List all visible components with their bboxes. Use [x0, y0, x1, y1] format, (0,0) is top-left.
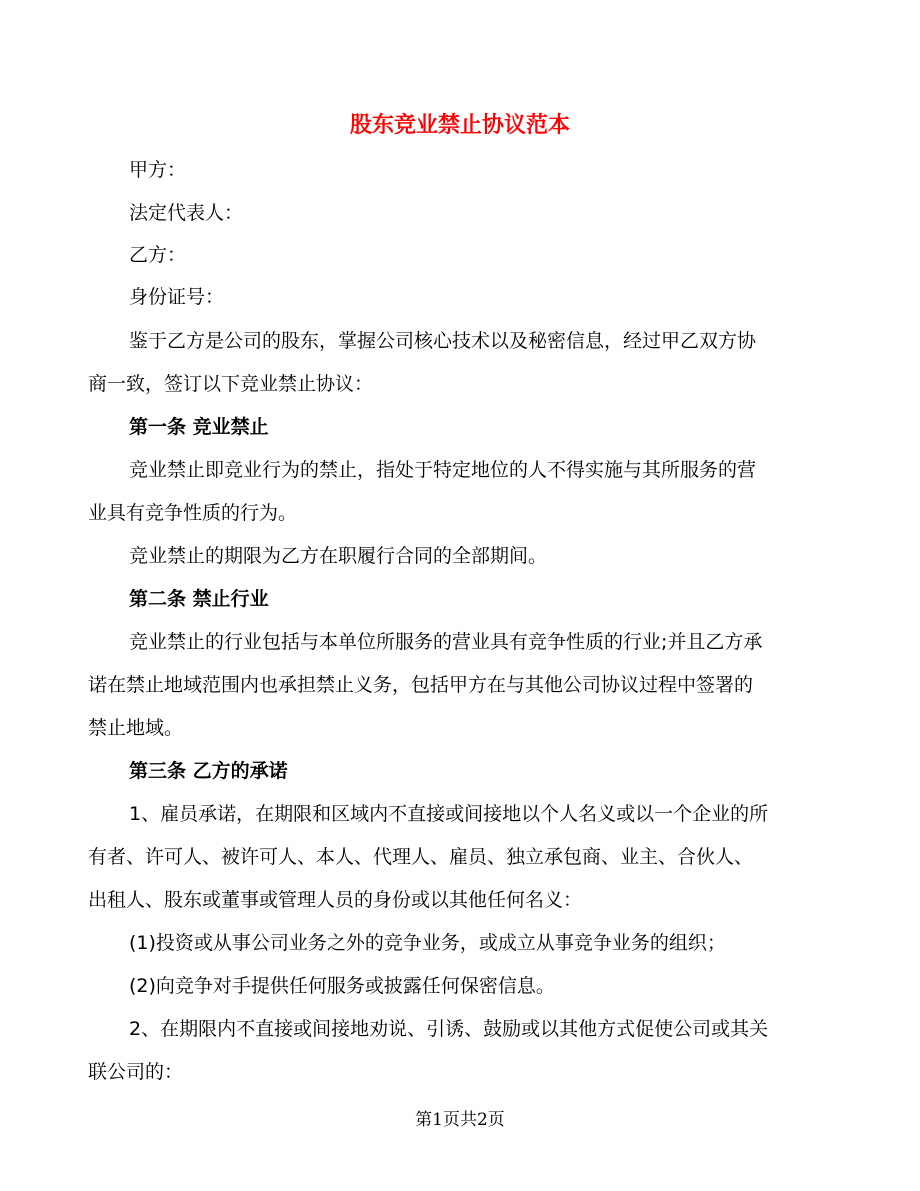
party-b-label: 乙方： — [129, 244, 187, 266]
article-3-item-2-line-2: 联公司的： — [88, 1061, 184, 1083]
article-1-para-1-line-1: 竞业禁止即竞业行为的禁止，指处于特定地位的人不得实施与其所服务的营 — [129, 459, 757, 481]
article-2-heading: 第二条 禁止行业 — [129, 588, 269, 610]
article-1-para-2: 竞业禁止的期限为乙方在职履行合同的全部期间。 — [129, 545, 548, 567]
party-a-label: 甲方： — [129, 159, 187, 181]
preamble-line-2: 商一致，签订以下竞业禁止协议： — [88, 373, 374, 395]
article-2-para-line-2: 诺在禁止地域范围内也承担禁止义务，包括甲方在与其他公司协议过程中签署的 — [88, 674, 754, 696]
article-3-item-2-line-1: 2、在期限内不直接或间接地劝说、引诱、鼓励或以其他方式促使公司或其关 — [129, 1018, 769, 1040]
article-1-heading: 第一条 竞业禁止 — [129, 416, 269, 438]
article-3-subitem-1: (1)投资或从事公司业务之外的竞争业务，或成立从事竞争业务的组织； — [129, 932, 726, 954]
article-3-item-1-line-2: 有者、许可人、被许可人、本人、代理人、雇员、独立承包商、业主、合伙人、 — [88, 846, 754, 868]
article-2-para-line-3: 禁止地域。 — [88, 717, 184, 739]
article-3-heading: 第三条 乙方的承诺 — [129, 760, 288, 782]
legal-representative-label: 法定代表人： — [129, 202, 244, 224]
article-3-subitem-2: (2)向竞争对手提供任何服务或披露任何保密信息。 — [129, 975, 555, 997]
article-3-item-1-line-3: 出租人、股东或董事或管理人员的身份或以其他任何名义： — [88, 889, 583, 911]
article-3-item-1-line-1: 1、雇员承诺，在期限和区域内不直接或间接地以个人名义或以一个企业的所 — [129, 803, 769, 825]
article-2-para-line-1: 竞业禁止的行业包括与本单位所服务的营业具有竞争性质的行业;并且乙方承 — [129, 631, 763, 653]
document-title: 股东竞业禁止协议范本 — [349, 113, 570, 138]
preamble-line-1: 鉴于乙方是公司的股东，掌握公司核心技术以及秘密信息，经过甲乙双方协 — [129, 330, 757, 352]
page-number: 第1页共2页 — [415, 1110, 505, 1130]
id-number-label: 身份证号： — [129, 286, 225, 308]
article-1-para-1-line-2: 业具有竞争性质的行为。 — [88, 502, 298, 524]
